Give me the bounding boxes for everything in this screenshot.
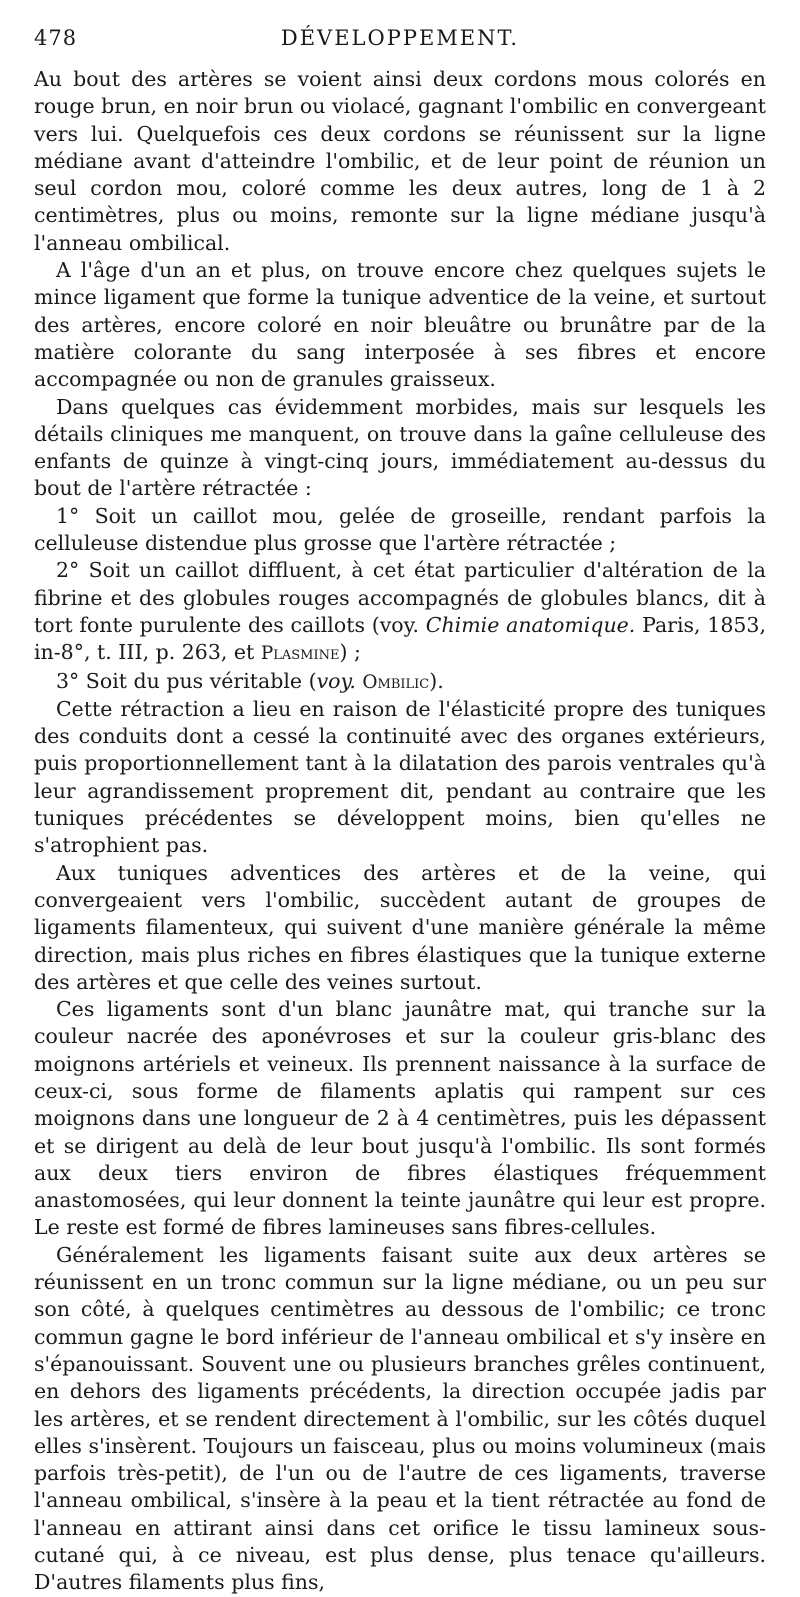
paragraph-3: Dans quelques cas évidemment morbides, mais sur lesquels les détails cliniques me manquent, on trouve dans la gaîne celluleuse des enfants de quinze à vingt-cinq jours, immédiatement au-dessus du bout de l'artère rétractée :: [34, 394, 766, 501]
list-item-2-text-a: 2° Soit un caillot diffluent, à cet état particulier d'altération de la fibrine et des globules rouges accompagnés de globules blancs, dit à tort fonte purulente des caillots (voy.: [34, 558, 766, 637]
paragraph-5: Aux tuniques adventices des artères et de la veine, qui convergeaient vers l'ombilic, succèdent autant de groupes de ligaments filamenteux, qui suivent d'une manière générale la même direction, mais plus riches en fibres élastiques que la tunique externe des artères et que celle des veines surtout.: [34, 860, 766, 994]
cross-reference-plasmine: Plasmine: [260, 643, 340, 665]
list-item-2: [34, 557, 766, 667]
paragraph-1: Au bout des artères se voient ainsi deux cordons mous colorés en rouge brun, en noir brun ou violacé, gagnant l'ombilic en convergeant vers lui. Quelquefois ces deux cordons se réunissent sur la ligne médiane avant d'atteindre l'ombilic, et de leur point de réunion un seul cordon mou, coloré comme les deux autres, long de 1 à 2 centimètres, plus ou moins, remonte sur la ligne médiane jusqu'à l'anneau ombilical.: [34, 67, 766, 255]
page-number: 478: [34, 26, 78, 50]
list-item-1: 1° Soit un caillot mou, gelée de groseille, rendant parfois la celluleuse distendue plus grosse que l'artère rétractée ;: [34, 503, 766, 556]
body-text: [34, 66, 766, 1597]
paragraph-2: A l'âge d'un an et plus, on trouve encore chez quelques sujets le mince ligament que forme la tunique adventice de la veine, et surtout des artères, encore coloré en noir bleuâtre ou brunâtre par de la matière colorante du sang interposée à ses fibres et encore accompagnée ou non de granules graisseux.: [34, 258, 766, 392]
page-header: [34, 26, 766, 66]
list-item-2-text-b: Paris, 1853, in-8°, t. III, p. 263, et: [34, 612, 766, 665]
paragraph-7: Généralement les ligaments faisant suite aux deux artères se réunissent en un tronc commun sur la ligne médiane, ou un peu sur son côté, à quelques centimètres au dessous de l'ombilic; ce tronc commun gagne le bord inférieur de l'anneau ombilical et s'y insère en s'épanouissant. Souvent une ou plusieurs branches grêles continuent, en dehors des ligaments précédents, la direction occupée jadis par les artères, et se rendent directement à l'ombilic, sur les côtés duquel elles s'insèrent. Toujours un faisceau, plus ou moins volumineux (mais parfois très-petit), de l'un ou de l'autre de ces ligaments, traverse l'anneau ombilical, s'insère à la peau et la tient rétractée au fond de l'anneau en attirant ainsi dans cet orifice le tissu lamineux sous-cutané qui, à ce niveau, est plus dense, plus tenace qu'ailleurs. D'autres filaments plus fins,: [34, 1242, 766, 1595]
citation-title: Chimie anatomique.: [425, 612, 636, 637]
voy-abbreviation: voy.: [316, 668, 356, 693]
running-title: DÉVELOPPEMENT.: [280, 26, 520, 50]
cross-reference-ombilic: Ombilic: [362, 671, 430, 693]
list-item-3-text-a: 3° Soit du pus véritable (: [56, 668, 317, 693]
paragraph-6: Ces ligaments sont d'un blanc jaunâtre mat, qui tranche sur la couleur nacrée des aponévroses et sur la couleur gris-blanc des moignons artériels et veineux. Ils prennent naissance à la surface de ceux-ci, sous forme de filaments aplatis qui rampent sur ces moignons dans une longueur de 2 à 4 centimètres, puis les dépassent et se dirigent au delà de leur bout jusqu'à l'ombilic. Ils sont formés aux deux tiers environ de fibres élastiques fréquemment anastomosées, qui leur donnent la teinte jaunâtre qui leur est propre. Le reste est formé de fibres lamineuses sans fibres-cellules.: [34, 997, 766, 1240]
list-item-3-text-b: ).: [429, 668, 444, 693]
list-item-2-text-c: ) ;: [339, 640, 361, 665]
list-item-3: [34, 668, 766, 696]
paragraph-4: Cette rétraction a lieu en raison de l'élasticité propre des tuniques des conduits dont a cessé la continuité avec des organes extérieurs, puis proportionnellement tant à la dilatation des parois ventrales qu'à leur agrandissement proprement dit, pendant au contraire que les tuniques précédentes se développent moins, bien qu'elles ne s'atrophient pas.: [34, 696, 766, 858]
